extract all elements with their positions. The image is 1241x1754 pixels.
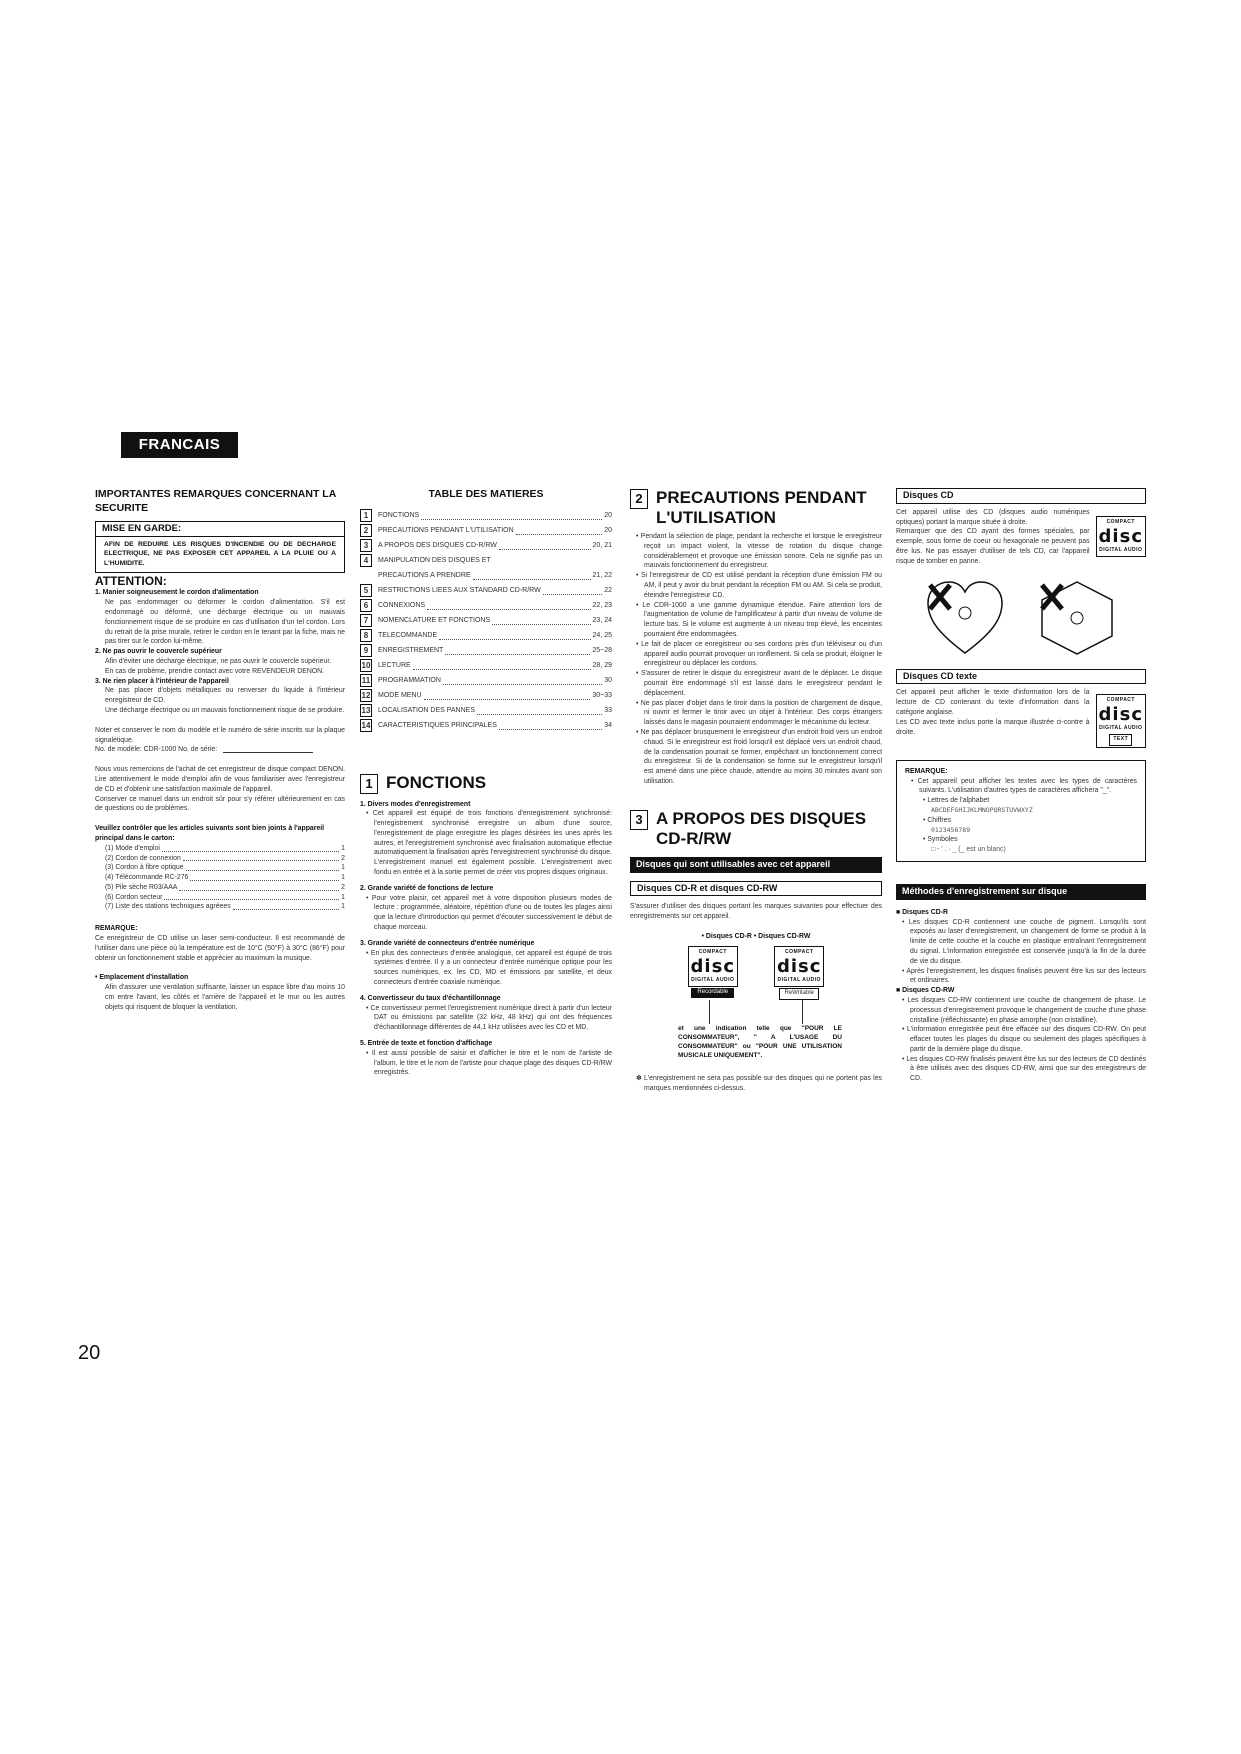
toc-leader bbox=[492, 616, 590, 625]
section-number: 2 bbox=[630, 489, 648, 509]
item-text: Ne pas placer d'objets métalliques ou renverser du liquide à l'intérieur enregistreur de CD. bbox=[105, 687, 345, 705]
cdrw-item: • Les disques CD-RW finalisés peuvent être lus sur des lecteurs de CD destinés à être utilisés avec des disques CD-RW, ainsi que sur des enregistreurs de CD. bbox=[902, 1055, 1147, 1083]
toc-page: 24, 25 bbox=[592, 631, 612, 639]
toc-page: 20 bbox=[604, 526, 612, 534]
thanks-text: Nous vous remercions de l'achat de cet enregistreur de disque compact DENON. Lire attentivement le mode d'emploi afin de vous familiariser avec l'enregistreur de CD et d'obtenir une satisfaction maximale de l'appareil. bbox=[95, 766, 345, 793]
toc-entry bbox=[360, 688, 612, 703]
precautions-heading bbox=[630, 488, 882, 528]
toc-page: 22 bbox=[604, 586, 612, 594]
compact-disc-icon: COMPACT disc DIGITAL AUDIO bbox=[688, 946, 738, 988]
toc-label: LOCALISATION DES PANNES bbox=[378, 706, 475, 714]
alpha-label: • Lettres de l'alphabet bbox=[923, 797, 990, 805]
warning-box bbox=[95, 521, 345, 573]
toc-leader bbox=[445, 646, 590, 655]
toc-column bbox=[360, 488, 612, 1078]
symbols-sample: □ - ' . · _ (_ est un blanc) bbox=[931, 846, 1006, 854]
toc-leader bbox=[421, 511, 602, 520]
alpha-sample: ABCDEFGHIJKLMNOPQRSTUVWXYZ bbox=[931, 805, 1033, 814]
toc-number: 14 bbox=[361, 720, 371, 730]
model-line bbox=[95, 745, 345, 755]
toc-label: ENREGISTREMENT bbox=[378, 646, 444, 654]
cdrw-title: ■ Disques CD-RW bbox=[896, 987, 955, 995]
toc-leader bbox=[499, 541, 591, 550]
discs-column bbox=[896, 488, 1146, 1084]
toc-leader bbox=[499, 721, 602, 730]
heart-disc-icon bbox=[924, 579, 1006, 657]
precaution-item: • Pendant la sélection de plage, pendant la recherche et lorsque le enregistreur reçoit un impact violent, la vitesse de rotation du disque change considérablement et provoque une émission sonore. Cela ne signifie pas un mauvais fonctionnement du enregistreur. bbox=[636, 533, 883, 570]
toc-page: 34 bbox=[604, 721, 612, 729]
toc-page: 21, 22 bbox=[592, 571, 612, 579]
precaution-item: • Le fait de placer ce enregistreur ou ses cordons près d'un téléviseur ou d'un appareil audio pourrait provoquer un ronflement. Si cela se produit, éloigner le enregistreur ou déplacer les cordons. bbox=[636, 640, 883, 668]
feature-text: • Il est aussi possible de saisir et d'afficher le titre et le nom de l'artiste de l'album, le titre et le nom de l'artiste pour chaque plage des disques CD-R/RW enregistrés. bbox=[366, 1049, 613, 1077]
toc-page: 20, 21 bbox=[592, 541, 612, 549]
note-text: Noter et conserver le nom du modèle et le numéro de série inscrits sur la plaque signalétique. bbox=[95, 726, 345, 744]
feature-title: 3. Grande variété de connecteurs d'entrée numérique bbox=[360, 939, 535, 947]
logos-label: • Disques CD-R • Disques CD-RW bbox=[701, 932, 811, 940]
toc-number: 4 bbox=[360, 554, 372, 567]
precautions-column bbox=[630, 488, 882, 1094]
contents-list bbox=[95, 844, 345, 913]
toc-entry bbox=[360, 598, 612, 613]
language-tab: FRANCAIS bbox=[121, 432, 238, 458]
section-title: FONCTIONS bbox=[386, 772, 487, 792]
methods-bar: Méthodes d'enregistrement sur disque bbox=[896, 884, 1146, 900]
item-text: Ne pas endommager ou déformer le cordon d'alimentation. S'il est endommagé ou déformé, une décharge électrique ou un mauvais fonctionnement risque de se produire en cas d'utilisation d'un tel cordon. Lors du retrait de la prise murale, retirer le cordon en le tenant par la fiche, mais ne pas tirer sur le cordon lui-même. bbox=[105, 599, 345, 646]
item-title: 1. Manier soigneusement le cordon d'alimentation bbox=[95, 589, 259, 597]
toc-label: A PROPOS DES DISQUES CD-R/RW bbox=[378, 541, 497, 549]
toc-leader bbox=[443, 676, 602, 685]
toc-number: 9 bbox=[360, 644, 372, 657]
list-item: (1) Mode d'emploi 1 bbox=[105, 844, 345, 852]
toc-entry bbox=[360, 673, 612, 688]
feature-title: 4. Convertisseur du taux d'échantillonnage bbox=[360, 994, 501, 1002]
toc-leader bbox=[413, 661, 591, 670]
toc-number: 7 bbox=[360, 614, 372, 627]
toc-label: CARACTERISTIQUES PRINCIPALES bbox=[378, 721, 497, 729]
item-title: 2. Ne pas ouvrir le couvercle supérieur bbox=[95, 648, 222, 656]
remark-title: REMARQUE: bbox=[905, 767, 948, 775]
cdtext-block bbox=[896, 688, 1090, 747]
toc-title: TABLE DES MATIERES bbox=[428, 488, 544, 500]
list-item: (5) Pile sèche R03/AAA 2 bbox=[105, 883, 345, 891]
toc-number: 13 bbox=[361, 705, 371, 715]
page-number: 20 bbox=[78, 1342, 101, 1364]
cdrw-logo bbox=[774, 946, 824, 1000]
toc-leader bbox=[473, 571, 591, 580]
cdr-cdrw-subhead: Disques CD-R et disques CD-RW bbox=[630, 881, 882, 897]
list-item: (2) Cordon de connexion 2 bbox=[105, 854, 345, 862]
feature-title: 1. Divers modes d'enregistrement bbox=[360, 800, 471, 808]
feature-title: 5. Entrée de texte et fonction d'affichage bbox=[360, 1040, 493, 1048]
serial-blank bbox=[223, 745, 313, 753]
toc-entry bbox=[360, 658, 612, 673]
symbols-label: • Symboles bbox=[923, 836, 958, 844]
precaution-item: • Si l'enregistreur de CD est utilisé pendant la réception d'une émission FM ou AM, il peut y avoir du bruit pendant la réception FM ou AM. Si cela se produit, éteindre l'enregistreur CD. bbox=[636, 572, 882, 599]
toc-label: MANIPULATION DES DISQUES ET bbox=[378, 556, 491, 564]
toc-page: 28, 29 bbox=[592, 661, 612, 669]
fonctions-heading bbox=[360, 773, 612, 794]
compact-disc-icon: COMPACT disc DIGITAL AUDIO bbox=[774, 946, 824, 988]
toc-number: 1 bbox=[360, 509, 372, 522]
toc-label: PRECAUTIONS A PRENDRE bbox=[378, 571, 471, 579]
toc-leader bbox=[424, 691, 591, 700]
hexagon-disc-icon bbox=[1036, 579, 1118, 657]
toc-label: NOMENCLATURE ET FONCTIONS bbox=[378, 616, 491, 624]
remark-text: Ce enregistreur de CD utilise un laser semi-conducteur. Il est recommandé de l'utiliser dans une pièce où la température est de 10°C (50°F) à 30°C (86°F) pour obtenir un fonctionnement stable et apprécier au maximum la musique. bbox=[95, 935, 345, 962]
cdtext-subhead: Disques CD texte bbox=[896, 669, 1146, 685]
toc-page: 22, 23 bbox=[592, 601, 612, 609]
toc-number: 12 bbox=[361, 690, 371, 700]
check-title: Veuillez contrôler que les articles suivants sont bien joints à l'appareil principal dans le carton: bbox=[95, 825, 325, 842]
remark-text: • Cet appareil peut afficher les textes avec les types de caractères suivants. L'utilisation d'autres types de caractères affichera "_". bbox=[911, 777, 1137, 795]
char-types bbox=[905, 796, 1137, 855]
section-title: PRECAUTIONS PENDANT L'UTILISATION bbox=[656, 488, 867, 527]
consumer-text: et une indication telle que "POUR LE CONSOMMATEUR", " A L'USAGE DU CONSOMMATEUR" ou "POUR UNE UTILISATION MUSICALE UNIQUEMENT". bbox=[678, 1025, 842, 1060]
toc-entry bbox=[360, 523, 612, 538]
apropos-intro: S'assurer d'utiliser des disques portant les marques suivantes pour effectuer des enregistrements sur cet appareil. bbox=[630, 903, 882, 921]
install-text: Afin d'assurer une ventilation suffisante, laisser un espace libre d'au moins 10 cm entre l'avant, les côtés et l'arrière de l'appareil et le mur ou les autres objets qui risquent de bloquer la ventilation. bbox=[105, 984, 345, 1011]
toc-entry bbox=[360, 583, 612, 598]
toc-entry bbox=[360, 613, 612, 628]
cd-text-block bbox=[896, 508, 1090, 567]
warning-text: AFIN DE REDUIRE LES RISQUES D'INCENDIE OU DE DECHARGE ELECTRIQUE, NE PAS EXPOSER CET APPAREIL A LA PLUIE OU A L'HUMIDITE. bbox=[104, 540, 336, 567]
digits-sample: 0123456789 bbox=[931, 825, 971, 834]
toc-leader bbox=[477, 706, 602, 715]
precaution-item: • Ne pas déplacer brusquement le enregistreur d'un endroit froid vers un endroit chaud. Si le enregistreur est froid lorsqu'il est déplacé vers un endroit chaud, de la condensation pourrait se former, empêchant un fonctionnement correct du enregistreur. Si de la condensation se forme sur le enregistreur lorsqu'il est amené dans une pièce chaude, attendre au moins 30 minutes avant son utilisation. bbox=[636, 728, 882, 785]
list-item: (7) Liste des stations techniques agréees 1 bbox=[105, 903, 345, 911]
toc-label: PROGRAMMATION bbox=[378, 676, 441, 684]
toc-page: 30~33 bbox=[592, 691, 612, 699]
cdtext-text: Cet appareil peut afficher le texte d'information lors de la lecture de CD contenant du texte d'information dans la catégorie anglaise. bbox=[896, 689, 1090, 716]
toc-leader bbox=[427, 601, 590, 610]
compact-disc-icon: COMPACT disc DIGITAL AUDIO bbox=[1096, 516, 1146, 558]
toc-page: 33 bbox=[604, 706, 612, 714]
cdr-item: • Les disques CD-R contiennent une couche de pigment. Lorsqu'ils sont exposés au laser d'enregistrement, un changement de forme se produit à la limite de cette couche et la couche en plastique entraînant l'enregistrement du signal. L'information enregistrée est conservée jusqu'à la fin de la durée de vie du disque. bbox=[902, 918, 1146, 965]
toc-number: 3 bbox=[360, 539, 372, 552]
toc-label: MODE MENU bbox=[378, 691, 422, 699]
cdtext-section bbox=[896, 688, 1146, 747]
remark-title: REMARQUE: bbox=[95, 925, 138, 933]
feature-text: • En plus des connecteurs d'entrée analogique, cet appareil est équipé de trois systèmes d'entrée. Il y a un connecteur d'entrée numérique optique pour les sources numériques, ex. les CD, MD et émissions par satellite, et deux connecteurs d'entrée coaxiale numérique. bbox=[366, 949, 613, 987]
toc-page: 23, 24 bbox=[592, 616, 612, 624]
toc-page: 20 bbox=[604, 511, 612, 519]
cdtext-text: Les CD avec texte inclus porte la marque illustrée ci-contre à droite. bbox=[896, 718, 1090, 736]
item-title: 3. Ne rien placer à l'intérieur de l'appareil bbox=[95, 677, 229, 685]
toc-entry bbox=[360, 643, 612, 658]
connector-line bbox=[709, 1000, 710, 1024]
remark-box bbox=[896, 760, 1146, 862]
toc-label: RESTRICTIONS LIEES AUX STANDARD CD-R/RW bbox=[378, 586, 541, 594]
item-text: Afin d'éviter une décharge électrique, ne pas ouvrir le couvercle supérieur. bbox=[105, 657, 332, 665]
feature-text: • Ce convertisseur permet l'enregistrement numérique direct à partir d'un lecteur DAT ou émissions par satellite (32 kHz, 48 kHz) qui ont des fréquences d'échantillonnage différentes de 44,1 kHz utilisées avec les CD et MD. bbox=[366, 1004, 613, 1032]
feature-title: 2. Grande variété de fonctions de lecture bbox=[360, 884, 494, 892]
usable-discs-bar: Disques qui sont utilisables avec cet appareil bbox=[630, 857, 882, 873]
precaution-item: • S'assurer de retirer le disque du enregistreur avant de le déplacer. Le disque pourrait être endommagé s'il est laissé dans le enregistreur pendant le déplacement. bbox=[636, 670, 882, 697]
toc-entry bbox=[360, 703, 612, 718]
keep-text: Conserver ce manuel dans un endroit sûr pour s'y référer ultérieurement en cas de questions ou de problèmes. bbox=[95, 795, 345, 813]
cdr-logo bbox=[688, 946, 738, 1000]
safety-column bbox=[95, 488, 345, 1013]
cd-section bbox=[896, 508, 1146, 567]
toc-number: 11 bbox=[361, 675, 371, 685]
toc-number: 8 bbox=[360, 629, 372, 642]
list-item: (4) Télécommande RC-276 1 bbox=[105, 874, 345, 882]
model-label: No. de modèle: CDR-1000 No. de série: bbox=[95, 746, 218, 754]
toc-leader bbox=[439, 631, 590, 640]
toc-page: 30 bbox=[604, 676, 612, 684]
bad-shapes-illustration bbox=[896, 579, 1146, 657]
toc-number: 5 bbox=[360, 584, 372, 597]
section-number: 3 bbox=[630, 810, 648, 830]
cdr-title: ■ Disques CD-R bbox=[896, 908, 949, 916]
toc-entry bbox=[360, 508, 612, 523]
toc-leader bbox=[543, 586, 602, 595]
apropos-note: ✽ L'enregistrement ne sera pas possible sur des disques qui ne portent pas les marques mentionnées ci-dessus. bbox=[636, 1075, 882, 1092]
cd-subhead: Disques CD bbox=[896, 488, 1146, 504]
list-item: (3) Cordon à fibre optique 1 bbox=[105, 864, 345, 872]
toc-label: TELECOMMANDE bbox=[378, 631, 438, 639]
apropos-heading bbox=[630, 809, 882, 849]
logo-connectors bbox=[630, 1000, 882, 1024]
safety-title: IMPORTANTES REMARQUES CONCERNANT LA SECURITE bbox=[95, 488, 336, 514]
feature-text: • Cet appareil est équipé de trois fonctions d'enregistrement synchronisé: l'enregistrement synchronisé enregistre un album d'une source, l'enregistrement de plage enregistre les plages désirées les unes après les autres, et l'enregistrement synchronisé avec finalisation automatique effectue automatiquement la finalisation après l'enregistrement synchronisé du disque. L'enregistrement manuel est également possible. L'enregistrement avec fondu en entrée et à la sortie permet de créer vos propres disques originaux. bbox=[366, 810, 612, 877]
connector-line bbox=[802, 1000, 803, 1024]
list-item: (6) Cordon secteur 1 bbox=[105, 893, 345, 901]
toc-entry bbox=[360, 553, 612, 568]
cdrw-item: • Les disques CD-RW contiennent une couche de changement de phase. Le processus d'enregistrement provoque le changement de couche d'une phase cristalline (réfléchissante) en phase amorphe (non cristalline). bbox=[902, 996, 1147, 1024]
toc-number: 2 bbox=[360, 524, 372, 537]
toc-label: FONCTIONS bbox=[378, 511, 420, 519]
cd-text: Remarquer que des CD ayant des formes spéciales, par exemple, sous forme de coeur ou hexagonale ne peuvent pas être lus. Ne pas essayer d'utiliser de tels CD, car l'appareil risque de tomber en panne. bbox=[896, 528, 1090, 565]
toc-number: 6 bbox=[360, 599, 372, 612]
toc-label: CONNEXIONS bbox=[378, 601, 426, 609]
item-text: Une décharge électrique ou un mauvais fonctionnement risque de se produire. bbox=[105, 706, 345, 714]
toc-page: 25~28 bbox=[592, 646, 612, 654]
toc-number: 10 bbox=[361, 660, 371, 670]
cdr-item: • Après l'enregistrement, les disques finalisés peuvent être lus sur des lecteurs et ordinaires. bbox=[902, 967, 1146, 985]
toc-list bbox=[360, 508, 612, 733]
toc-entry bbox=[360, 628, 612, 643]
cd-text-logo-icon: COMPACT disc DIGITAL AUDIO TEXT bbox=[1096, 694, 1146, 747]
toc-entry bbox=[360, 718, 612, 733]
item-text: En cas de probème, prendre contact avec votre REVENDEUR DENON. bbox=[105, 667, 325, 675]
warning-title: MISE EN GARDE: bbox=[96, 522, 344, 537]
disc-logos bbox=[630, 946, 882, 1000]
install-title: • Emplacement d'installation bbox=[95, 974, 189, 982]
toc-label: PRECAUTIONS PENDANT L'UTILISATION bbox=[378, 526, 514, 534]
rewritable-label: ReWritable bbox=[779, 988, 819, 1000]
digits-label: • Chiffres bbox=[923, 816, 951, 824]
feature-text: • Pour votre plaisir, cet appareil met à votre disposition plusieurs modes de lecture : programmée, aléatoire, répétition d'une ou de toutes les plages ainsi que la lecture d'introduction qui permet d'écouter successivement le début de chaque morceau. bbox=[366, 894, 612, 932]
attention-heading: ATTENTION: bbox=[95, 573, 167, 588]
toc-label: LECTURE bbox=[378, 661, 411, 669]
section-title: A PROPOS DES DISQUES CD-R/RW bbox=[656, 808, 867, 848]
toc-entry bbox=[360, 568, 612, 583]
recordable-label: Recordable bbox=[691, 988, 734, 998]
toc-leader bbox=[516, 526, 603, 535]
toc-entry bbox=[360, 538, 612, 553]
precaution-item: • Le CDR-1000 a une gamme dynamique étendue. Faire attention lors de l'augmentation de volume de l'amplificateur à partir d'un niveau de volume de lecture bas. Si le volume est augmente à un niveau trop élevé, les enceintes pourraient être endommagées. bbox=[636, 601, 883, 638]
section-number: 1 bbox=[360, 774, 378, 794]
cdrw-item: • L'information enregistrée peut être effacée sur des disques CD-RW. On peut effacer toutes les plages du disque ou seulement des plages spécifiques à partir de la dernière plage du disque. bbox=[902, 1026, 1146, 1053]
precaution-item: • Ne pas placer d'objet dans le tiroir dans la position de chargement de disque, ni ouvrir et fermer le tiroir avec un objet à l'intérieur. Des corps étrangers laissés dans le magasin pourraient endommager le mécanisme du lecteur. bbox=[636, 699, 883, 727]
cd-text: Cet appareil utilise des CD (disques audio numériques optiques) portant la marque située à droite. bbox=[896, 508, 1090, 526]
